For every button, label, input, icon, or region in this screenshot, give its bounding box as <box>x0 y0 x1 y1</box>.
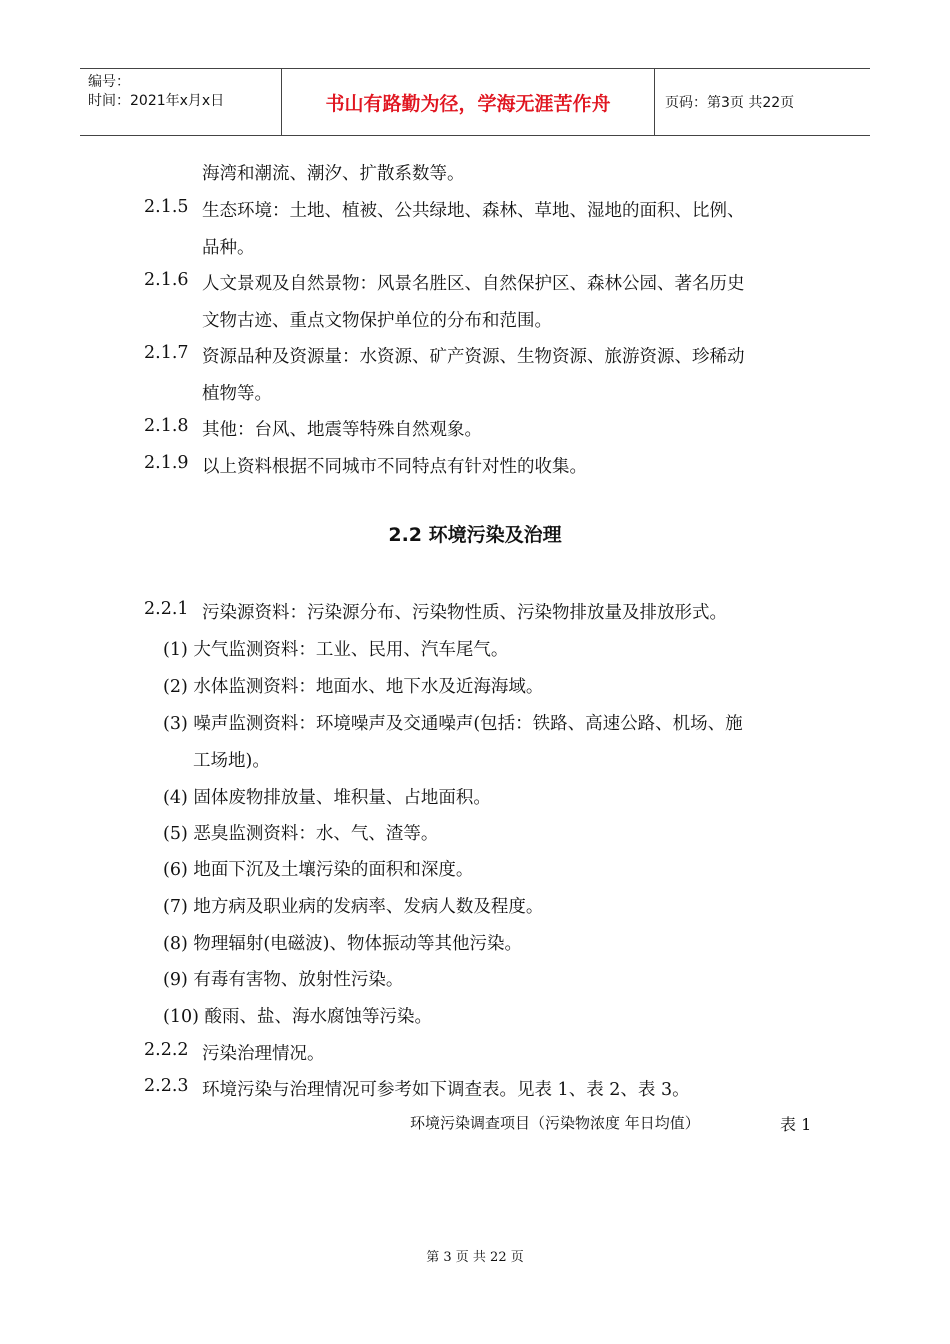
header-number-label: 编号： <box>88 74 130 90</box>
item-text-continued: 品种。 <box>202 238 255 258</box>
sub-item: (1) 大气监测资料：工业、民用、汽车尾气。 <box>163 640 509 660</box>
item-number: 2.2.2 <box>144 1040 189 1060</box>
item-number: 2.2.3 <box>144 1076 189 1096</box>
item-number: 2.1.5 <box>144 197 189 217</box>
sub-item-continued: 工场地)。 <box>193 751 270 771</box>
item-number: 2.1.9 <box>144 453 189 473</box>
continuation-line: 海湾和潮流、潮汐、扩散系数等。 <box>202 164 465 184</box>
table-caption-title: 环境污染调查项目（污染物浓度 年日均值） <box>410 1114 700 1132</box>
item-text: 污染治理情况。 <box>202 1044 325 1064</box>
sub-item: (7) 地方病及职业病的发病率、发病人数及程度。 <box>163 897 544 917</box>
item-text: 人文景观及自然景物：风景名胜区、自然保护区、森林公园、著名历史 <box>202 274 745 294</box>
item-number: 2.1.8 <box>144 416 189 436</box>
item-text-continued: 文物古迹、重点文物保护单位的分布和范围。 <box>202 311 552 331</box>
section-heading: 2.2 环境污染及治理 <box>388 524 562 546</box>
item-text: 以上资料根据不同城市不同特点有针对性的收集。 <box>202 457 587 477</box>
sub-item: (9) 有毒有害物、放射性污染。 <box>163 970 404 990</box>
table-caption-label: 表 1 <box>780 1115 812 1134</box>
sub-item: (8) 物理辐射(电磁波)、物体振动等其他污染。 <box>163 934 523 954</box>
sub-item: (10) 酸雨、盐、海水腐蚀等污染。 <box>163 1007 432 1027</box>
item-text: 环境污染与治理情况可参考如下调查表。见表 1、表 2、表 3。 <box>202 1080 690 1100</box>
sub-item: (6) 地面下沉及土壤污染的面积和深度。 <box>163 860 474 880</box>
item-number: 2.2.1 <box>144 599 189 619</box>
header-motto: 书山有路勤为径，学海无涯苦作舟 <box>282 69 655 135</box>
header-time-label: 时间：2021年x月x日 <box>88 93 225 109</box>
header-meta <box>80 69 282 135</box>
item-text: 其他：台风、地震等特殊自然观象。 <box>202 420 482 440</box>
sub-item: (5) 恶臭监测资料：水、气、渣等。 <box>163 824 439 844</box>
item-text: 生态环境：土地、植被、公共绿地、森林、草地、湿地的面积、比例、 <box>202 201 745 221</box>
item-number: 2.1.7 <box>144 343 189 363</box>
page-footer: 第 3 页 共 22 页 <box>426 1250 524 1265</box>
item-number: 2.1.6 <box>144 270 189 290</box>
item-text: 污染源资料：污染源分布、污染物性质、污染物排放量及排放形式。 <box>202 603 727 623</box>
item-text-continued: 植物等。 <box>202 384 272 404</box>
sub-item: (2) 水体监测资料：地面水、地下水及近海海域。 <box>163 677 544 697</box>
sub-item: (4) 固体废物排放量、堆积量、占地面积。 <box>163 788 491 808</box>
document-header <box>80 68 870 136</box>
header-page-info: 页码：第3页 共22页 <box>665 95 795 111</box>
item-text: 资源品种及资源量：水资源、矿产资源、生物资源、旅游资源、珍稀动 <box>202 347 745 367</box>
sub-item: (3) 噪声监测资料：环境噪声及交通噪声(包括：铁路、高速公路、机场、施 <box>163 714 743 734</box>
